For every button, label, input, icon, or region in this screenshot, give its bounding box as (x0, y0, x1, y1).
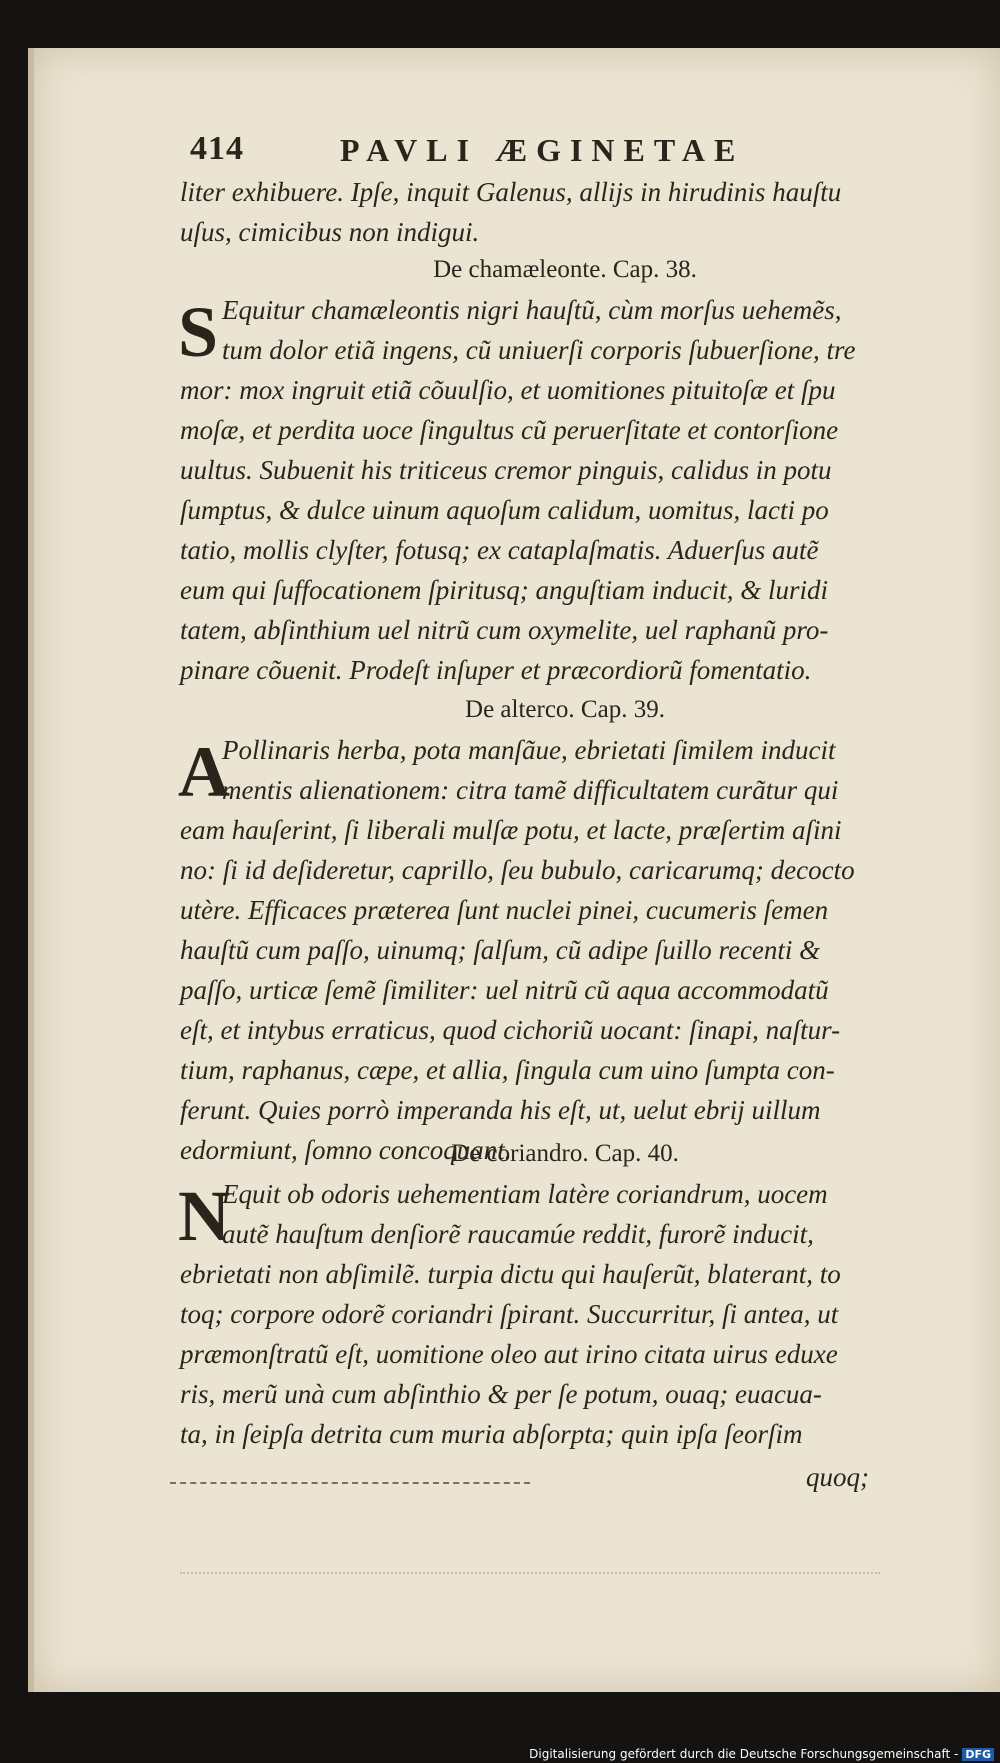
show-through-mark (180, 1572, 880, 1574)
text-line: ta, in ſeipſa detrita cum muria abſorpta; quin ipſa ſeorſim (180, 1419, 803, 1449)
page-number: 414 (190, 130, 244, 167)
digitization-credit (529, 1747, 994, 1761)
intro-text (180, 172, 910, 252)
text-line: ſumptus, & dulce uinum aquoſum calidum, uomitus, lacti po (180, 495, 829, 525)
text-line: paſſo, urticæ ſemẽ ſimiliter: uel nitrũ cũ aqua accommodatũ (180, 975, 829, 1005)
text-line: autẽ hauſtum denſiorẽ raucamúe reddit, furorẽ inducit, (222, 1219, 814, 1249)
text-line: eam hauſerint, ſi liberali mulſæ potu, et lacte, præſertim aſini (180, 815, 842, 845)
dfg-logo: DFG (962, 1748, 994, 1761)
section-coriandro (180, 1134, 910, 1454)
text-line: tatem, abſinthium uel nitrũ cum oxymelite, uel raphanũ pro- (180, 615, 829, 645)
chapter-heading: De coriandro. Cap. 40. (451, 1140, 679, 1167)
credit-text: Digitalisierung gefördert durch die Deutsche Forschungsgemeinschaft - (529, 1747, 959, 1761)
chapter-heading: De chamæleonte. Cap. 38. (433, 256, 697, 283)
running-title: PAVLI ÆGINETAE (340, 132, 745, 168)
section-chamaeleonte (180, 250, 910, 690)
text-line: no: ſi id deſideretur, caprillo, ſeu bubulo, caricarumq; decocto (180, 855, 855, 885)
page-header (190, 130, 950, 170)
drop-cap: N (178, 1176, 230, 1256)
text-line: eum qui ſuffocationem ſpiritusq; anguſtiam inducit, & luridi (180, 575, 828, 605)
text-line: præmonſtratũ eſt, uomitione oleo aut irino citata uirus eduxe (180, 1339, 838, 1369)
text-line: mor: mox ingruit etiã cõuulſio, et uomitiones pituitoſæ et ſpu (180, 375, 836, 405)
footer-rule (170, 1482, 530, 1484)
text-line-content: Pollinaris herba, pota manſãue, ebrietati ſimilem inducit (222, 735, 836, 765)
section-alterco (180, 690, 910, 1170)
text-line: utère. Efficaces præterea ſunt nuclei pinei, cucumeris ſemen (180, 895, 829, 925)
drop-cap: A (178, 732, 230, 812)
text-line: ferunt. Quies porrò imperanda his eſt, ut, uelut ebrij uillum (180, 1095, 821, 1125)
text-line: tium, raphanus, cæpe, et allia, ſingula cum uino ſumpta con- (180, 1055, 835, 1085)
chapter-heading: De alterco. Cap. 39. (465, 696, 665, 723)
text-line: liter exhibuere. Ipſe, inquit Galenus, allijs in hirudinis hauſtu (180, 177, 842, 207)
text-line: ris, merũ unà cum abſinthio & per ſe potum, ouaq; euacua- (180, 1379, 822, 1409)
text-line-content: Equitur chamæleontis nigri hauſtũ, cùm morſus uehemẽs, (222, 295, 842, 325)
text-line: edormiunt, ſomno concoquant. (180, 1135, 512, 1165)
text-line: pinare cõuenit. Prodeſt inſuper et præcordiorũ fomentatio. (180, 655, 812, 685)
text-line: ebrietati non abſimilẽ. turpia dictu qui hauſerũt, blaterant, to (180, 1259, 841, 1289)
text-line-content: Equit ob odoris uehementiam latère coriandrum, uocem (222, 1179, 828, 1209)
text-line: tatio, mollis clyſter, fotusq; ex cataplaſmatis. Aduerſus autẽ (180, 535, 819, 565)
drop-cap: S (178, 292, 219, 372)
text-line: tum dolor etiã ingens, cũ uniuerſi corporis ſubuerſione, tre (222, 335, 856, 365)
catchword: quoq; (806, 1462, 869, 1492)
text-line: moſæ, et perdita uoce ſingultus cũ peruerſitate et contorſione (180, 415, 839, 445)
text-line: toq; corpore odorẽ coriandri ſpirant. Succurritur, ſi antea, ut (180, 1299, 839, 1329)
text-line: mentis alienationem: citra tamẽ difficultatem curãtur qui (222, 775, 839, 805)
text-line: uſus, cimicibus non indigui. (180, 217, 480, 247)
text-line: hauſtũ cum paſſo, uinumq; ſalſum, cũ adipe ſuillo recenti & (180, 935, 821, 965)
text-line: uultus. Subuenit his triticeus cremor pinguis, calidus in potu (180, 455, 832, 485)
text-line: eſt, et intybus erraticus, quod cichoriũ uocant: ſinapi, naſtur- (180, 1015, 841, 1045)
